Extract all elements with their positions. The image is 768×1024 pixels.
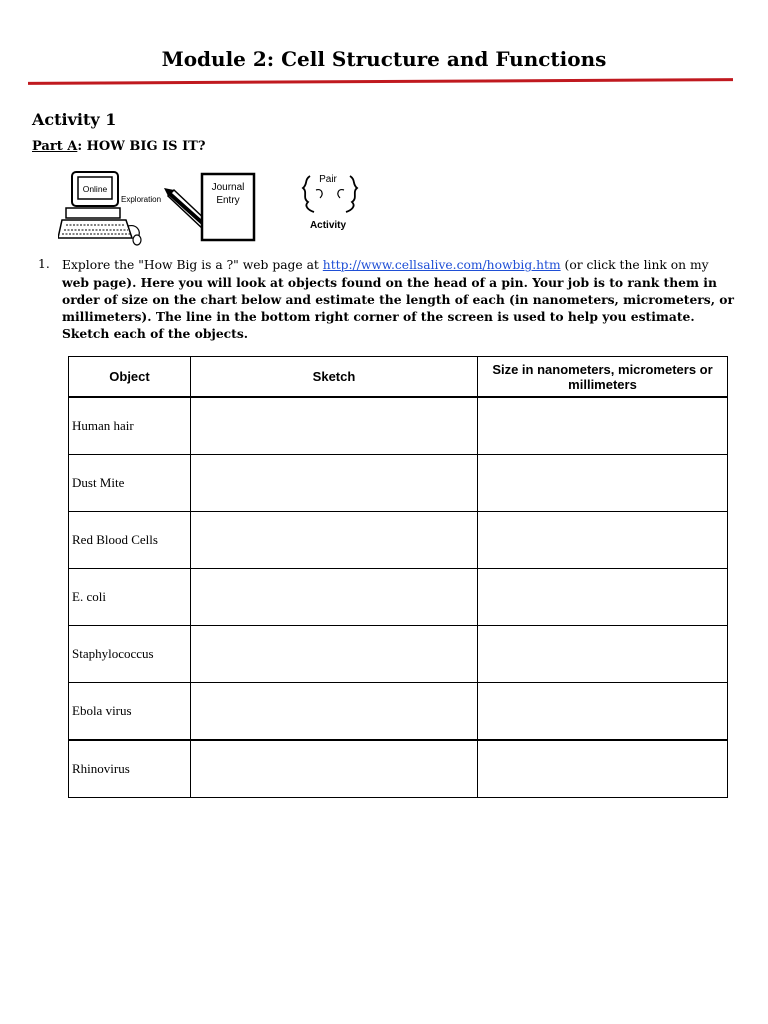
journal-icon bbox=[202, 174, 254, 240]
object-cell: Staphylococcus bbox=[69, 626, 191, 683]
title-underline-rule bbox=[28, 78, 733, 85]
object-cell: Ebola virus bbox=[69, 683, 191, 741]
object-cell: E. coli bbox=[69, 569, 191, 626]
sketch-cell[interactable] bbox=[191, 569, 478, 626]
sketch-cell[interactable] bbox=[191, 683, 478, 741]
exploration-label: Exploration bbox=[121, 195, 162, 204]
activity-heading: Activity 1 bbox=[32, 110, 117, 129]
sketch-cell[interactable] bbox=[191, 512, 478, 569]
question-body: web page). Here you will look at objects found on the head of a pin. Your job is to rank them in order of size on the chart below and estimate the length of each (in nanometers, micrometers, or millimeters). The line in the bottom right corner of the screen is used to help you estimate. Sketch each of the objects. bbox=[62, 275, 734, 341]
online-label: Online bbox=[82, 184, 108, 194]
question-number: 1. bbox=[38, 257, 50, 271]
pair-activity-label: Activity bbox=[309, 220, 347, 231]
size-chart-table bbox=[68, 356, 728, 798]
sketch-cell[interactable] bbox=[191, 397, 478, 455]
header-size: Size in nanometers, micrometers or millimeters bbox=[478, 357, 728, 398]
size-cell[interactable] bbox=[478, 455, 728, 512]
entry-label: Entry bbox=[216, 195, 240, 206]
object-cell: Dust Mite bbox=[69, 455, 191, 512]
table-row bbox=[69, 512, 728, 569]
sketch-cell[interactable] bbox=[191, 740, 478, 798]
journal-label: Journal bbox=[211, 182, 245, 193]
part-label: Part A bbox=[32, 139, 78, 154]
question-text bbox=[62, 256, 734, 342]
size-cell[interactable] bbox=[478, 683, 728, 741]
object-cell: Red Blood Cells bbox=[69, 512, 191, 569]
table-header-row bbox=[69, 357, 728, 398]
part-heading bbox=[32, 139, 205, 154]
sketch-cell[interactable] bbox=[191, 626, 478, 683]
table-row bbox=[69, 683, 728, 741]
cellsalive-link[interactable]: http://www.cellsalive.com/howbig.htm bbox=[322, 258, 561, 272]
question-intro: Explore the "How Big is a ?" web page at bbox=[62, 258, 323, 272]
size-cell[interactable] bbox=[478, 626, 728, 683]
table-row bbox=[69, 397, 728, 455]
size-cell[interactable] bbox=[478, 740, 728, 798]
table-row bbox=[69, 626, 728, 683]
question-after-link: (or click the link on my bbox=[560, 258, 709, 272]
table-row bbox=[69, 740, 728, 798]
header-sketch: Sketch bbox=[191, 357, 478, 398]
pair-label: Pair bbox=[319, 174, 337, 185]
header-object: Object bbox=[69, 357, 191, 398]
object-cell: Human hair bbox=[69, 397, 191, 455]
activity-icons bbox=[58, 168, 378, 248]
pair-activity-icon bbox=[303, 174, 357, 231]
computer-icon bbox=[58, 172, 161, 245]
sketch-cell[interactable] bbox=[191, 455, 478, 512]
page-title: Module 2: Cell Structure and Functions bbox=[161, 47, 607, 71]
size-cell[interactable] bbox=[478, 397, 728, 455]
table-row bbox=[69, 455, 728, 512]
part-title: : HOW BIG IS IT? bbox=[77, 139, 206, 154]
table-row bbox=[69, 569, 728, 626]
size-cell[interactable] bbox=[478, 512, 728, 569]
object-cell: Rhinovirus bbox=[69, 740, 191, 798]
size-cell[interactable] bbox=[478, 569, 728, 626]
